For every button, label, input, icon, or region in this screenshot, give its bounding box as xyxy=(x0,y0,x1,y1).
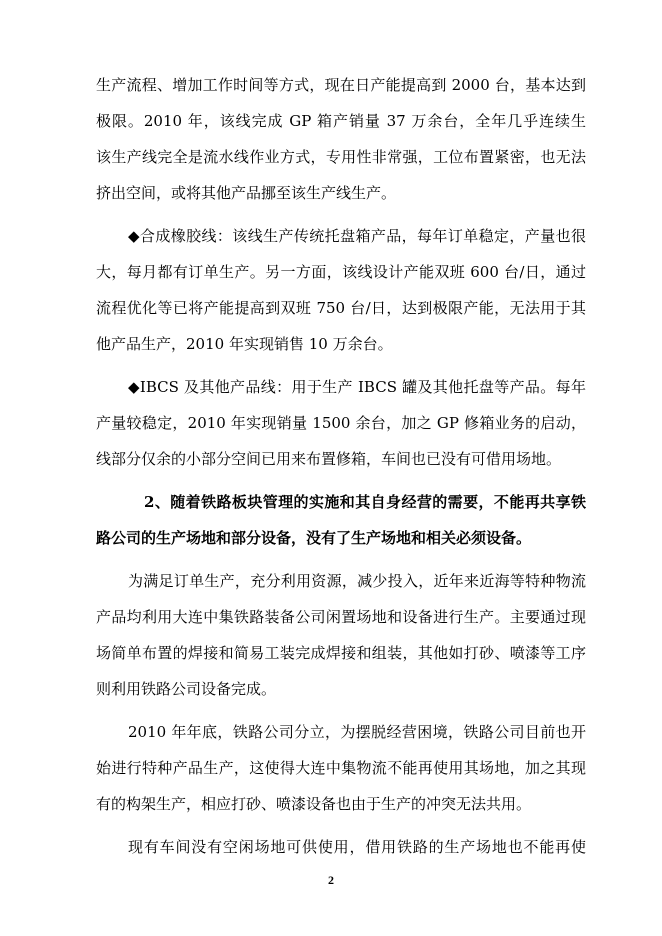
heading-line: 2、随着铁路板块管理的实施和其自身经营的需要，不能再共享铁 xyxy=(144,493,586,511)
text-line: 该生产线完全是流水线作业方式，专用性非常强，工位布置紧密，也无法 xyxy=(96,148,586,166)
paragraph-workshop-space xyxy=(96,829,586,865)
text-line: 始进行特种产品生产，这使得大连中集物流不能再使用其场地，加之其现 xyxy=(96,759,586,777)
text-line: 场简单布置的焊接和简易工装完成焊接和组装，其他如打砂、喷漆等工序 xyxy=(96,644,586,662)
text-line: 有的构架生产，相应打砂、喷漆设备也由于生产的冲突无法共用。 xyxy=(96,795,532,813)
text-line: ◆IBCS 及其他产品线：用于生产 IBCS 罐及其他托盘等产品。每年 xyxy=(128,378,586,396)
text-line: 生产流程、增加工作时间等方式，现在日产能提高到 2000 台，基本达到 xyxy=(96,76,586,94)
body-text xyxy=(96,67,586,872)
section-heading-2 xyxy=(96,484,586,556)
paragraph-railway-split xyxy=(96,714,586,822)
text-line: 挤出空间，或将其他产品挪至该生产线生产。 xyxy=(96,184,397,202)
text-line: 大，每月都有订单生产。另一方面，该线设计产能双班 600 台/日，通过 xyxy=(96,263,586,281)
text-line: 他产品生产，2010 年实现销售 10 万余台。 xyxy=(96,335,393,353)
text-line: 现有车间没有空闲场地可供使用，借用铁路的生产场地也不能再使 xyxy=(128,838,586,856)
text-line: 产品均利用大连中集铁路装备公司闲置场地和设备进行生产。主要通过现 xyxy=(96,608,586,626)
text-line: 极限。2010 年，该线完成 GP 箱产销量 37 万余台，全年几乎连续生 xyxy=(96,112,586,130)
paragraph-gp-line-continued xyxy=(96,67,586,211)
heading-line: 路公司的生产场地和部分设备，没有了生产场地和相关必须设备。 xyxy=(96,529,532,547)
text-line: 产量较稳定，2010 年实现销量 1500 余台，加之 GP 修箱业务的启动， xyxy=(96,414,586,432)
text-line: 为满足订单生产，充分利用资源，减少投入，近年来近海等特种物流 xyxy=(128,572,586,590)
text-line: 流程优化等已将产能提高到双班 750 台/日，达到极限产能，无法用于其 xyxy=(96,299,586,317)
paragraph-resource-usage xyxy=(96,563,586,707)
text-line: ◆合成橡胶线：该线生产传统托盘箱产品，每年订单稳定，产量也很 xyxy=(128,227,586,245)
paragraph-rubber-line xyxy=(96,218,586,362)
text-line: 2010 年年底，铁路公司分立，为摆脱经营困境，铁路公司目前也开 xyxy=(128,723,586,741)
text-line: 则利用铁路公司设备完成。 xyxy=(96,680,277,698)
text-line: 线部分仅余的小部分空间已用来布置修箱，车间也已没有可借用场地。 xyxy=(96,450,562,468)
page-number: 2 xyxy=(328,873,334,887)
paragraph-ibcs-line xyxy=(96,369,586,477)
